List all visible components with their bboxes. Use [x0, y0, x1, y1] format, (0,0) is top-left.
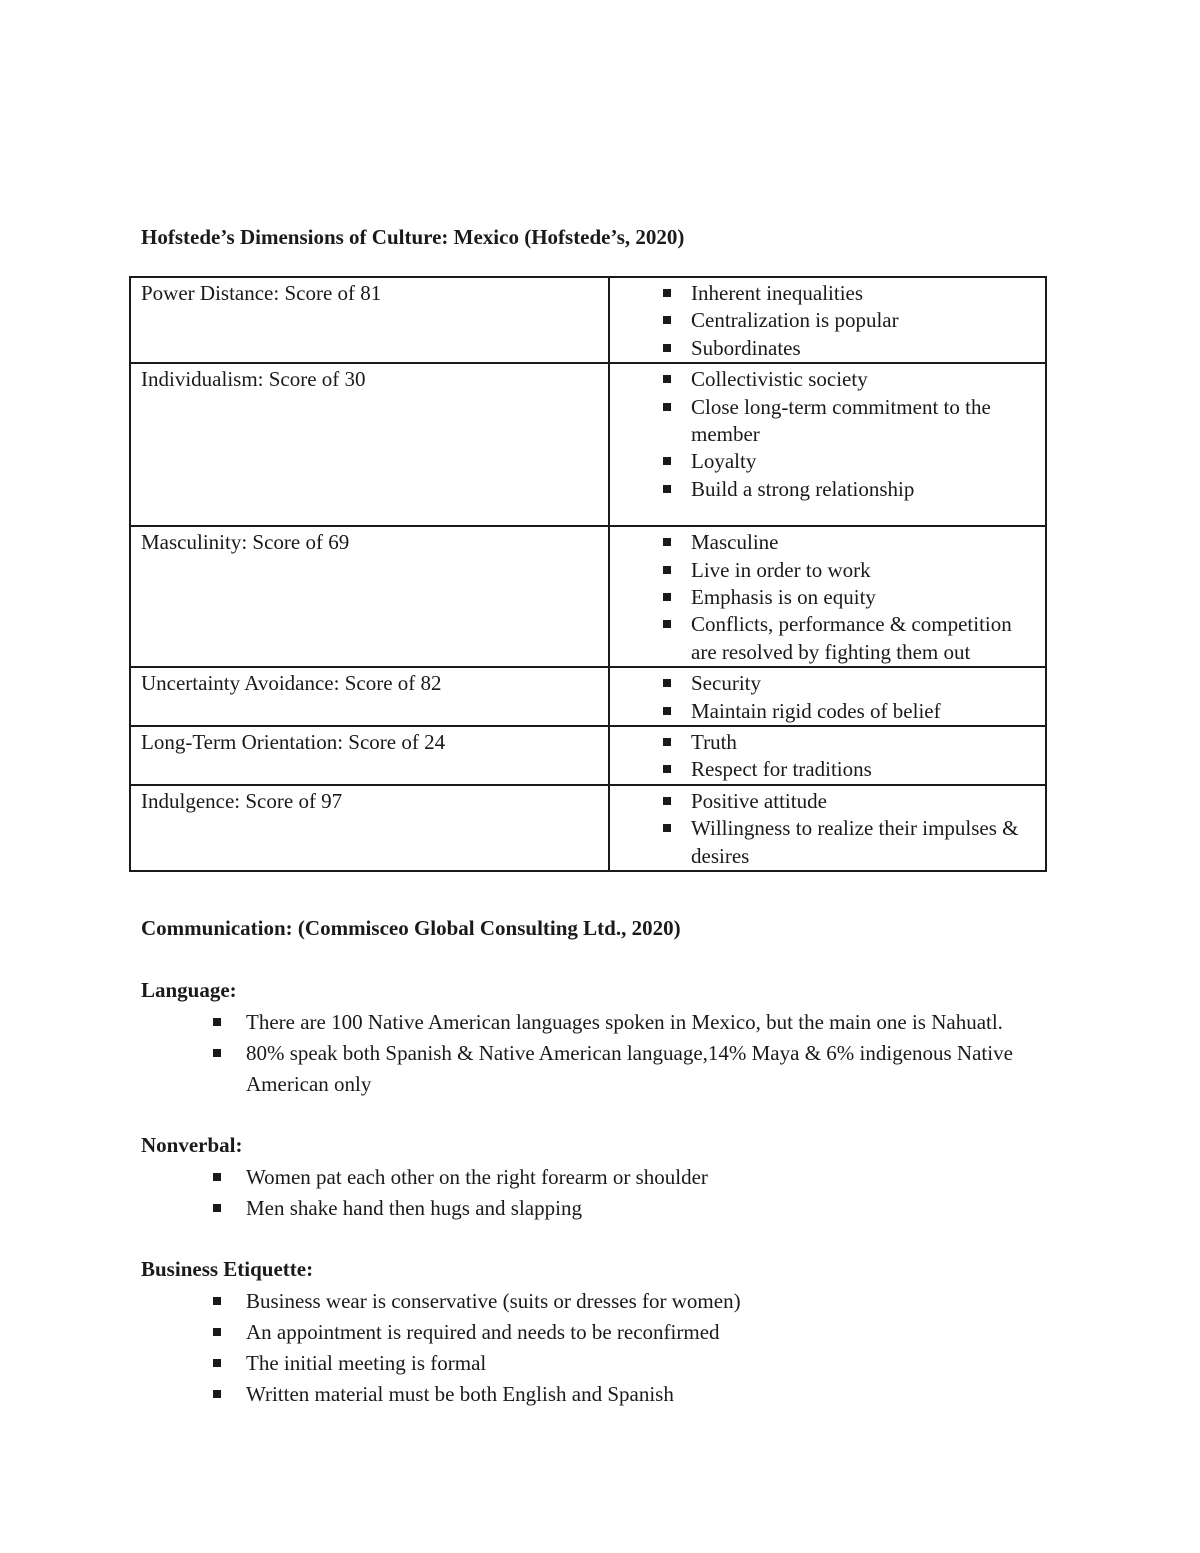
bullet-square-icon [663, 566, 671, 574]
list-item: Collectivistic society [616, 366, 1039, 393]
bullet-square-icon [213, 1328, 221, 1336]
table-row [130, 726, 1046, 785]
list-item: Inherent inequalities [616, 280, 1039, 307]
list-item: Men shake hand then hugs and slapping [213, 1193, 1063, 1224]
bullet-square-icon [663, 344, 671, 352]
list-item: An appointment is required and needs to be reconfirmed [213, 1317, 1063, 1348]
dimension-label: Power Distance: Score of 81 [130, 277, 609, 363]
list-item: Close long-term commitment to the member [616, 394, 1039, 449]
business-etiquette-list [213, 1286, 1063, 1410]
bullet-square-icon [663, 797, 671, 805]
table-row [130, 526, 1046, 667]
list-item: Willingness to realize their impulses & desires [616, 815, 1039, 870]
dimension-label: Long-Term Orientation: Score of 24 [130, 726, 609, 785]
bullet-square-icon [663, 620, 671, 628]
list-item: Conflicts, performance & competition are resolved by fighting them out [616, 611, 1039, 666]
bullet-square-icon [663, 824, 671, 832]
table-row [130, 363, 1046, 526]
bullet-square-icon [213, 1173, 221, 1181]
nonverbal-list [213, 1162, 1063, 1224]
bullet-square-icon [213, 1390, 221, 1398]
list-item: Women pat each other on the right forearm or shoulder [213, 1162, 1063, 1193]
list-item: Positive attitude [616, 788, 1039, 815]
list-item: Subordinates [616, 335, 1039, 362]
dimension-label: Masculinity: Score of 69 [130, 526, 609, 667]
list-item: Business wear is conservative (suits or dresses for women) [213, 1286, 1063, 1317]
bullet-square-icon [663, 738, 671, 746]
list-item: Respect for traditions [616, 756, 1039, 783]
communication-heading: Communication: (Commisceo Global Consulting Ltd., 2020) [141, 916, 681, 940]
table-row [130, 785, 1046, 871]
list-item: The initial meeting is formal [213, 1348, 1063, 1379]
bullet-square-icon [663, 538, 671, 546]
bullet-square-icon [213, 1018, 221, 1026]
list-item: Truth [616, 729, 1039, 756]
dimension-points [616, 729, 1039, 784]
dimension-label: Individualism: Score of 30 [130, 363, 609, 526]
dimension-points [616, 280, 1039, 362]
dimension-points [616, 366, 1039, 503]
dimension-points [616, 529, 1039, 666]
table-row [130, 277, 1046, 363]
dimensions-table [129, 276, 1047, 872]
bullet-square-icon [663, 316, 671, 324]
language-heading: Language: [141, 978, 237, 1002]
bullet-square-icon [663, 707, 671, 715]
list-item: Centralization is popular [616, 307, 1039, 334]
dimension-label: Indulgence: Score of 97 [130, 785, 609, 871]
bullet-square-icon [213, 1204, 221, 1212]
bullet-square-icon [213, 1359, 221, 1367]
nonverbal-heading: Nonverbal: [141, 1133, 243, 1157]
list-item: Maintain rigid codes of belief [616, 698, 1039, 725]
list-item: Build a strong relationship [616, 476, 1039, 503]
bullet-square-icon [663, 375, 671, 383]
table-row [130, 667, 1046, 726]
bullet-square-icon [213, 1297, 221, 1305]
list-item: Live in order to work [616, 557, 1039, 584]
list-item: Masculine [616, 529, 1039, 556]
list-item: Loyalty [616, 448, 1039, 475]
bullet-square-icon [663, 485, 671, 493]
language-list [213, 1007, 1033, 1100]
bullet-square-icon [663, 457, 671, 465]
list-item: Emphasis is on equity [616, 584, 1039, 611]
list-item: 80% speak both Spanish & Native American language,14% Maya & 6% indigenous Native American only [213, 1038, 1033, 1100]
dimension-points [616, 670, 1039, 725]
bullet-square-icon [663, 765, 671, 773]
list-item: Security [616, 670, 1039, 697]
list-item: There are 100 Native American languages spoken in Mexico, but the main one is Nahuatl. [213, 1007, 1033, 1038]
dimension-points [616, 788, 1039, 870]
business-etiquette-heading: Business Etiquette: [141, 1257, 314, 1281]
page-title: Hofstede’s Dimensions of Culture: Mexico (Hofstede’s, 2020) [141, 225, 685, 249]
bullet-square-icon [663, 593, 671, 601]
bullet-square-icon [663, 403, 671, 411]
dimension-label: Uncertainty Avoidance: Score of 82 [130, 667, 609, 726]
bullet-square-icon [663, 289, 671, 297]
list-item: Written material must be both English and Spanish [213, 1379, 1063, 1410]
bullet-square-icon [213, 1049, 221, 1057]
bullet-square-icon [663, 679, 671, 687]
